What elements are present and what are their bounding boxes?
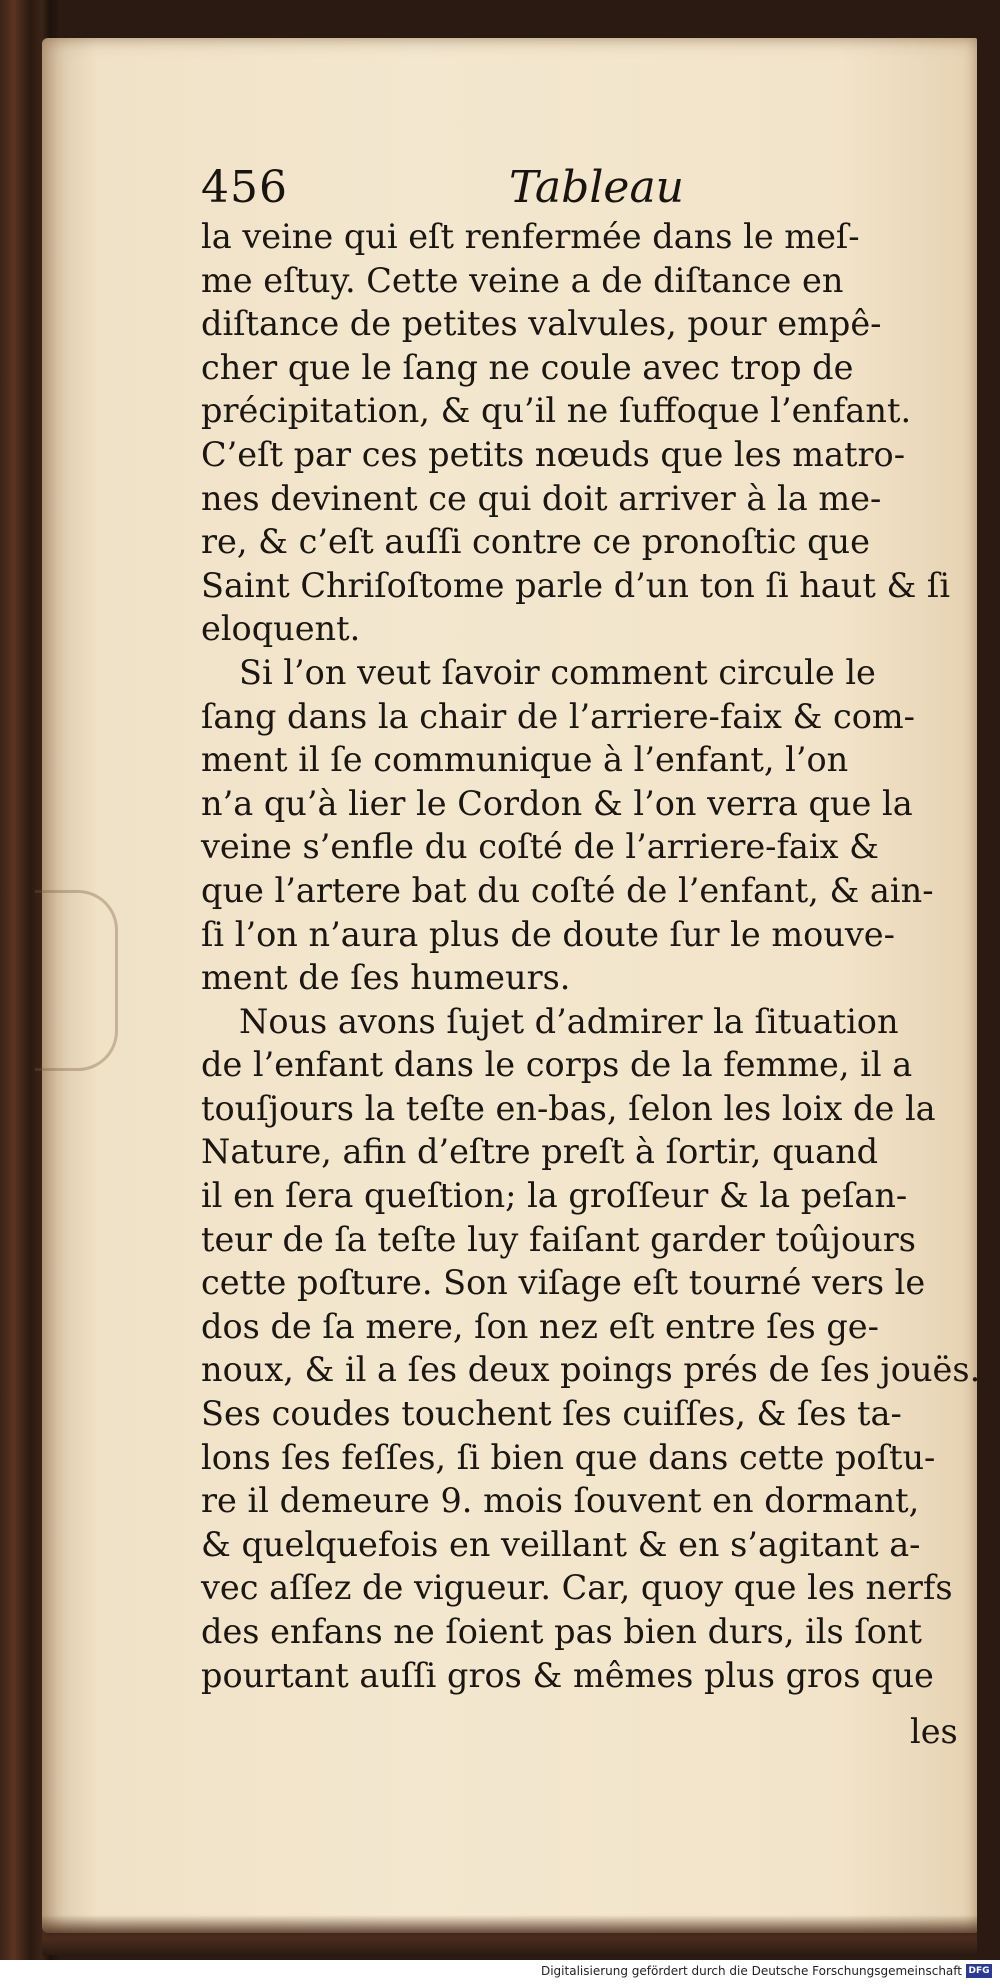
text-line: Ses coudes touchent ſes cuiſſes, & ſes ta-	[201, 1394, 902, 1434]
text-line: pourtant auſſi gros & mêmes plus gros que	[201, 1655, 934, 1695]
text-line: dos de ſa mere, ſon nez eſt entre ſes ge-	[201, 1306, 879, 1346]
text-line: ſang dans la chair de l’arriere-faix & com-	[201, 696, 915, 736]
text-line: teur de ſa teſte luy faiſant garder toûjours	[201, 1219, 916, 1259]
text-line: veine s’enfle du coſté de l’arriere-faix &	[201, 827, 879, 867]
text-line: Saint Chriſoſtome parle d’un ton ſi haut & ſi	[201, 565, 951, 605]
page-bottom-edge	[42, 1915, 977, 1955]
text-line: n’a qu’à lier le Cordon & l’on verra que la	[201, 783, 913, 823]
body-text	[201, 215, 981, 1697]
dfg-logo-icon: DFG	[966, 1964, 992, 1978]
text-line: il en ſera queſtion; la groſſeur & la peſan-	[201, 1176, 908, 1216]
text-line: vec aſſez de vigueur. Car, quoy que les nerfs	[201, 1568, 953, 1608]
text-line: re il demeure 9. mois ſouvent en dormant,	[201, 1481, 920, 1521]
text-line: cher que le ſang ne coule avec trop de	[201, 347, 854, 387]
page-clip-mark	[35, 890, 118, 1071]
page-number: 456	[201, 162, 288, 213]
text-line: des enfans ne ſoient pas bien durs, ils ſont	[201, 1612, 923, 1651]
text-line: diſtance de petites valvules, pour empê-	[201, 304, 882, 344]
text-line: Nature, afin d’eſtre preſt à ſortir, quand	[201, 1132, 879, 1172]
text-line: ment de ſes humeurs.	[201, 958, 571, 998]
text-line: cette poſture. Son viſage eſt tourné vers le	[201, 1263, 926, 1303]
text-line: Nous avons ſujet d’admirer la ſituation	[239, 1001, 899, 1041]
text-line: re, & c’eſt auſſi contre ce pronoſtic que	[201, 522, 870, 562]
text-line: ſi l’on n’aura plus de doute ſur le mouve-	[201, 914, 895, 954]
text-line: de l’enfant dans le corps de la femme, il a	[201, 1045, 913, 1085]
catchword: les	[910, 1712, 958, 1751]
text-line: me eſtuy. Cette veine a de diſtance en	[201, 260, 844, 300]
running-title: Tableau	[509, 162, 685, 213]
text-line: & quelquefois en veillant & en s’agitant a-	[201, 1524, 921, 1564]
text-line: Si l’on veut ſavoir comment circule le	[239, 652, 876, 692]
text-line: ment il ſe communique à l’enfant, l’on	[201, 740, 849, 780]
text-line: nes devinent ce qui doit arriver à la me-	[201, 478, 882, 518]
text-line: touſjours la teſte en-bas, ſelon les loix de la	[201, 1088, 936, 1128]
text-line: eloquent.	[201, 609, 361, 649]
digitization-credit: Digitalisierung gefördert durch die Deutsche Forschungsgemeinschaft	[540, 1964, 962, 1978]
text-line: la veine qui eſt renfermée dans le meſ-	[201, 217, 860, 256]
text-line: C’eſt par ces petits nœuds que les matro-	[201, 434, 906, 474]
text-line: noux, & il a ſes deux poings prés de ſes jouës.	[201, 1350, 981, 1390]
text-line: précipitation, & qu’il ne ſuffoque l’enfant.	[201, 391, 912, 431]
text-line: que l’artere bat du coſté de l’enfant, & ain-	[201, 870, 934, 910]
text-line: lons ſes feſſes, ſi bien que dans cette poſtu-	[201, 1437, 936, 1477]
page-header	[201, 162, 961, 220]
